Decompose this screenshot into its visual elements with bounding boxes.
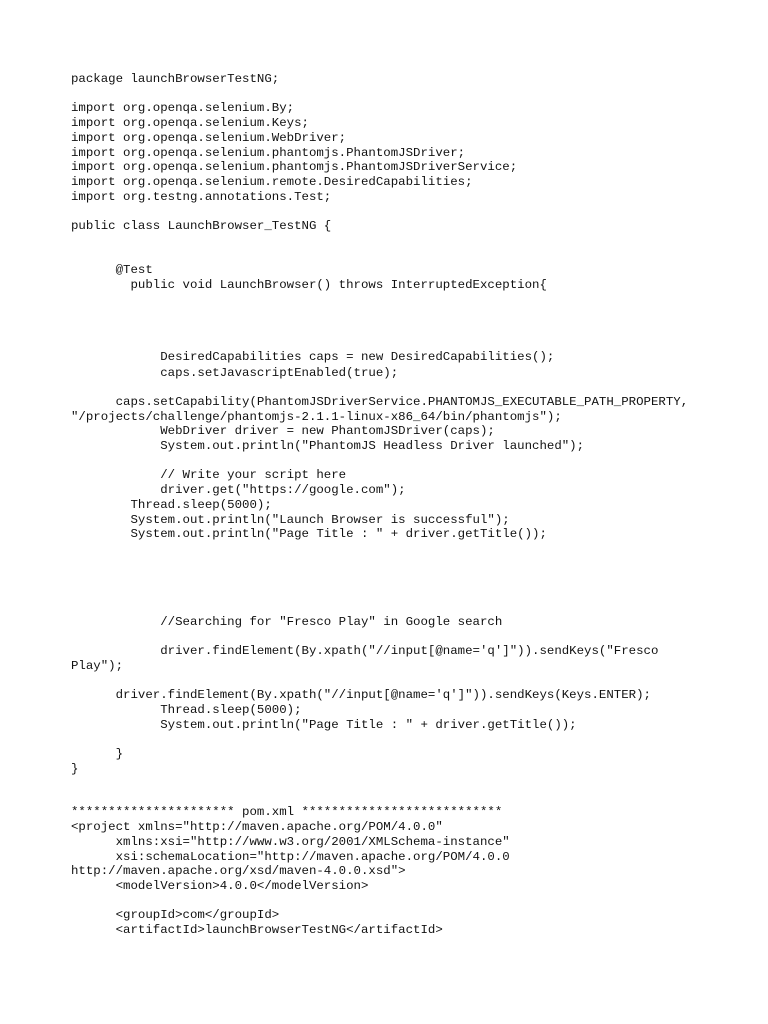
code-line-model-version: <modelVersion>4.0.0</modelVersion> <box>71 879 369 893</box>
code-line-group-id: <groupId>com</groupId> <box>71 908 280 922</box>
code-line-print-title-2: System.out.println("Page Title : " + driver.getTitle()); <box>71 718 577 732</box>
code-line-class-close: } <box>71 762 79 776</box>
code-line-project-open: <project xmlns="http://maven.apache.org/POM/4.0.0" <box>71 820 443 834</box>
code-line-artifact-id: <artifactId>launchBrowserTestNG</artifactId> <box>71 923 443 937</box>
code-line-set-capability: caps.setCapability(PhantomJSDriverService.PHANTOMJS_EXECUTABLE_PATH_PROPERTY, <box>71 395 689 409</box>
code-line-send-keys: driver.findElement(By.xpath("//input[@name='q']")).sendKeys("Fresco <box>71 644 659 658</box>
code-line-import-phantomjs-driver: import org.openqa.selenium.phantomjs.PhantomJSDriver; <box>71 146 466 160</box>
code-line-print-launched: System.out.println("PhantomJS Headless Driver launched"); <box>71 439 585 453</box>
code-line-driver-get: driver.get("https://google.com"); <box>71 483 406 497</box>
code-line-import-testng: import org.testng.annotations.Test; <box>71 190 332 204</box>
code-line-method-signature: public void LaunchBrowser() throws InterruptedException{ <box>71 278 547 292</box>
code-line-xmlns-xsi: xmlns:xsi="http://www.w3.org/2001/XMLSchema-instance" <box>71 835 510 849</box>
code-line-send-enter: driver.findElement(By.xpath("//input[@name='q']")).sendKeys(Keys.ENTER); <box>71 688 651 702</box>
code-line-caps-javascript: caps.setJavascriptEnabled(true); <box>71 366 399 380</box>
code-line-import-capabilities: import org.openqa.selenium.remote.DesiredCapabilities; <box>71 175 473 189</box>
code-line-thread-sleep-2: Thread.sleep(5000); <box>71 703 302 717</box>
code-line-package: package launchBrowserTestNG; <box>71 72 280 86</box>
code-line-comment-script: // Write your script here <box>71 468 347 482</box>
code-line-import-keys: import org.openqa.selenium.Keys; <box>71 116 309 130</box>
code-line-test-annotation: @Test <box>71 263 153 277</box>
code-line-driver-init: WebDriver driver = new PhantomJSDriver(caps); <box>71 424 495 438</box>
code-line-print-title-1: System.out.println("Page Title : " + driver.getTitle()); <box>71 527 547 541</box>
code-line-schema-location: xsi:schemaLocation="http://maven.apache.org/POM/4.0.0 <box>71 850 510 864</box>
code-line-class-declaration: public class LaunchBrowser_TestNG { <box>71 219 332 233</box>
code-line-print-success: System.out.println("Launch Browser is successful"); <box>71 513 510 527</box>
code-line-import-by: import org.openqa.selenium.By; <box>71 101 295 115</box>
code-line-send-keys-wrap: Play"); <box>71 659 124 673</box>
code-line-caps-declaration: DesiredCapabilities caps = new DesiredCapabilities(); <box>71 350 555 364</box>
code-line-phantomjs-path: "/projects/challenge/phantomjs-2.1.1-linux-x86_64/bin/phantomjs"); <box>71 410 562 424</box>
code-line-pom-divider: ********************** pom.xml *************************** <box>71 805 503 819</box>
code-line-comment-search: //Searching for "Fresco Play" in Google search <box>71 615 503 629</box>
code-line-import-webdriver: import org.openqa.selenium.WebDriver; <box>71 131 347 145</box>
code-line-schema-url: http://maven.apache.org/xsd/maven-4.0.0.xsd"> <box>71 864 406 878</box>
code-line-method-close: } <box>71 747 124 761</box>
code-line-import-phantomjs-service: import org.openqa.selenium.phantomjs.PhantomJSDriverService; <box>71 160 518 174</box>
code-line-thread-sleep-1: Thread.sleep(5000); <box>71 498 272 512</box>
